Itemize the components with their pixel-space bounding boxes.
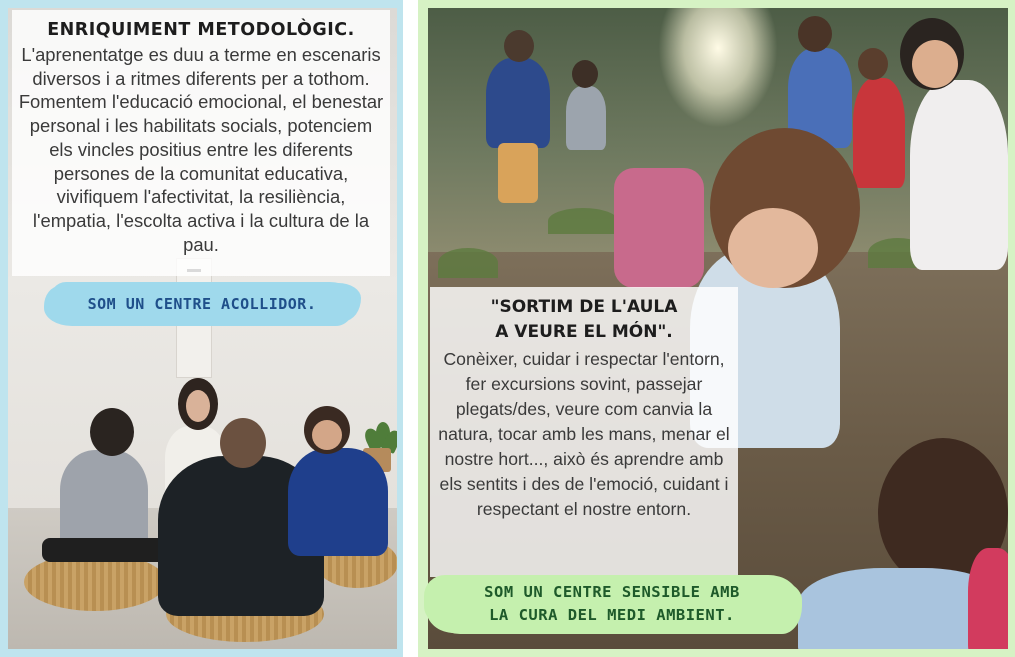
sunlight-glow: [658, 8, 778, 128]
welcoming-center-banner: SOM UN CENTRE ACOLLIDOR.: [48, 282, 356, 326]
outdoors-text-box: [430, 287, 738, 577]
left-panel: [0, 0, 403, 657]
right-panel: [418, 0, 1015, 657]
outdoors-title-line-2: A VEURE EL MÓN".: [495, 322, 673, 342]
grass-patch: [438, 248, 498, 278]
outdoors-title-line-1: "SORTIM DE L'AULA: [490, 297, 678, 317]
methodology-body: L'aprenentatge es duu a terme en escenaris diversos i a ritmes diferents per a tothom. Fomentem l'educació emocional, el benestar personal i les habilitats socials, potenciem els vincles positius entre les diferents persones de la comunitat educativa, vivifiquem l'afectivitat, la resiliència, l'empatia, l'escolta activa i la cultura de la pau.: [18, 44, 384, 255]
environment-banner-line-1: SOM UN CENTRE SENSIBLE AMB: [484, 583, 740, 601]
grass-patch: [548, 208, 618, 234]
environment-banner-line-2: LA CURA DEL MEDI AMBIENT.: [489, 606, 735, 624]
methodology-text-box: [12, 10, 390, 276]
environment-center-banner: [426, 575, 798, 633]
methodology-title: ENRIQUIMENT METODOLÒGIC.: [47, 20, 355, 40]
outdoors-body: Conèixer, cuidar i respectar l'entorn, fer excursions sovint, passejar plegats/des, veure com canvia la natura, tocar amb les mans, menar el nostre hort..., això és aprendre amb els sentits i des de l'emoció, cuidant i respectant el nostre entorn.: [438, 349, 730, 519]
